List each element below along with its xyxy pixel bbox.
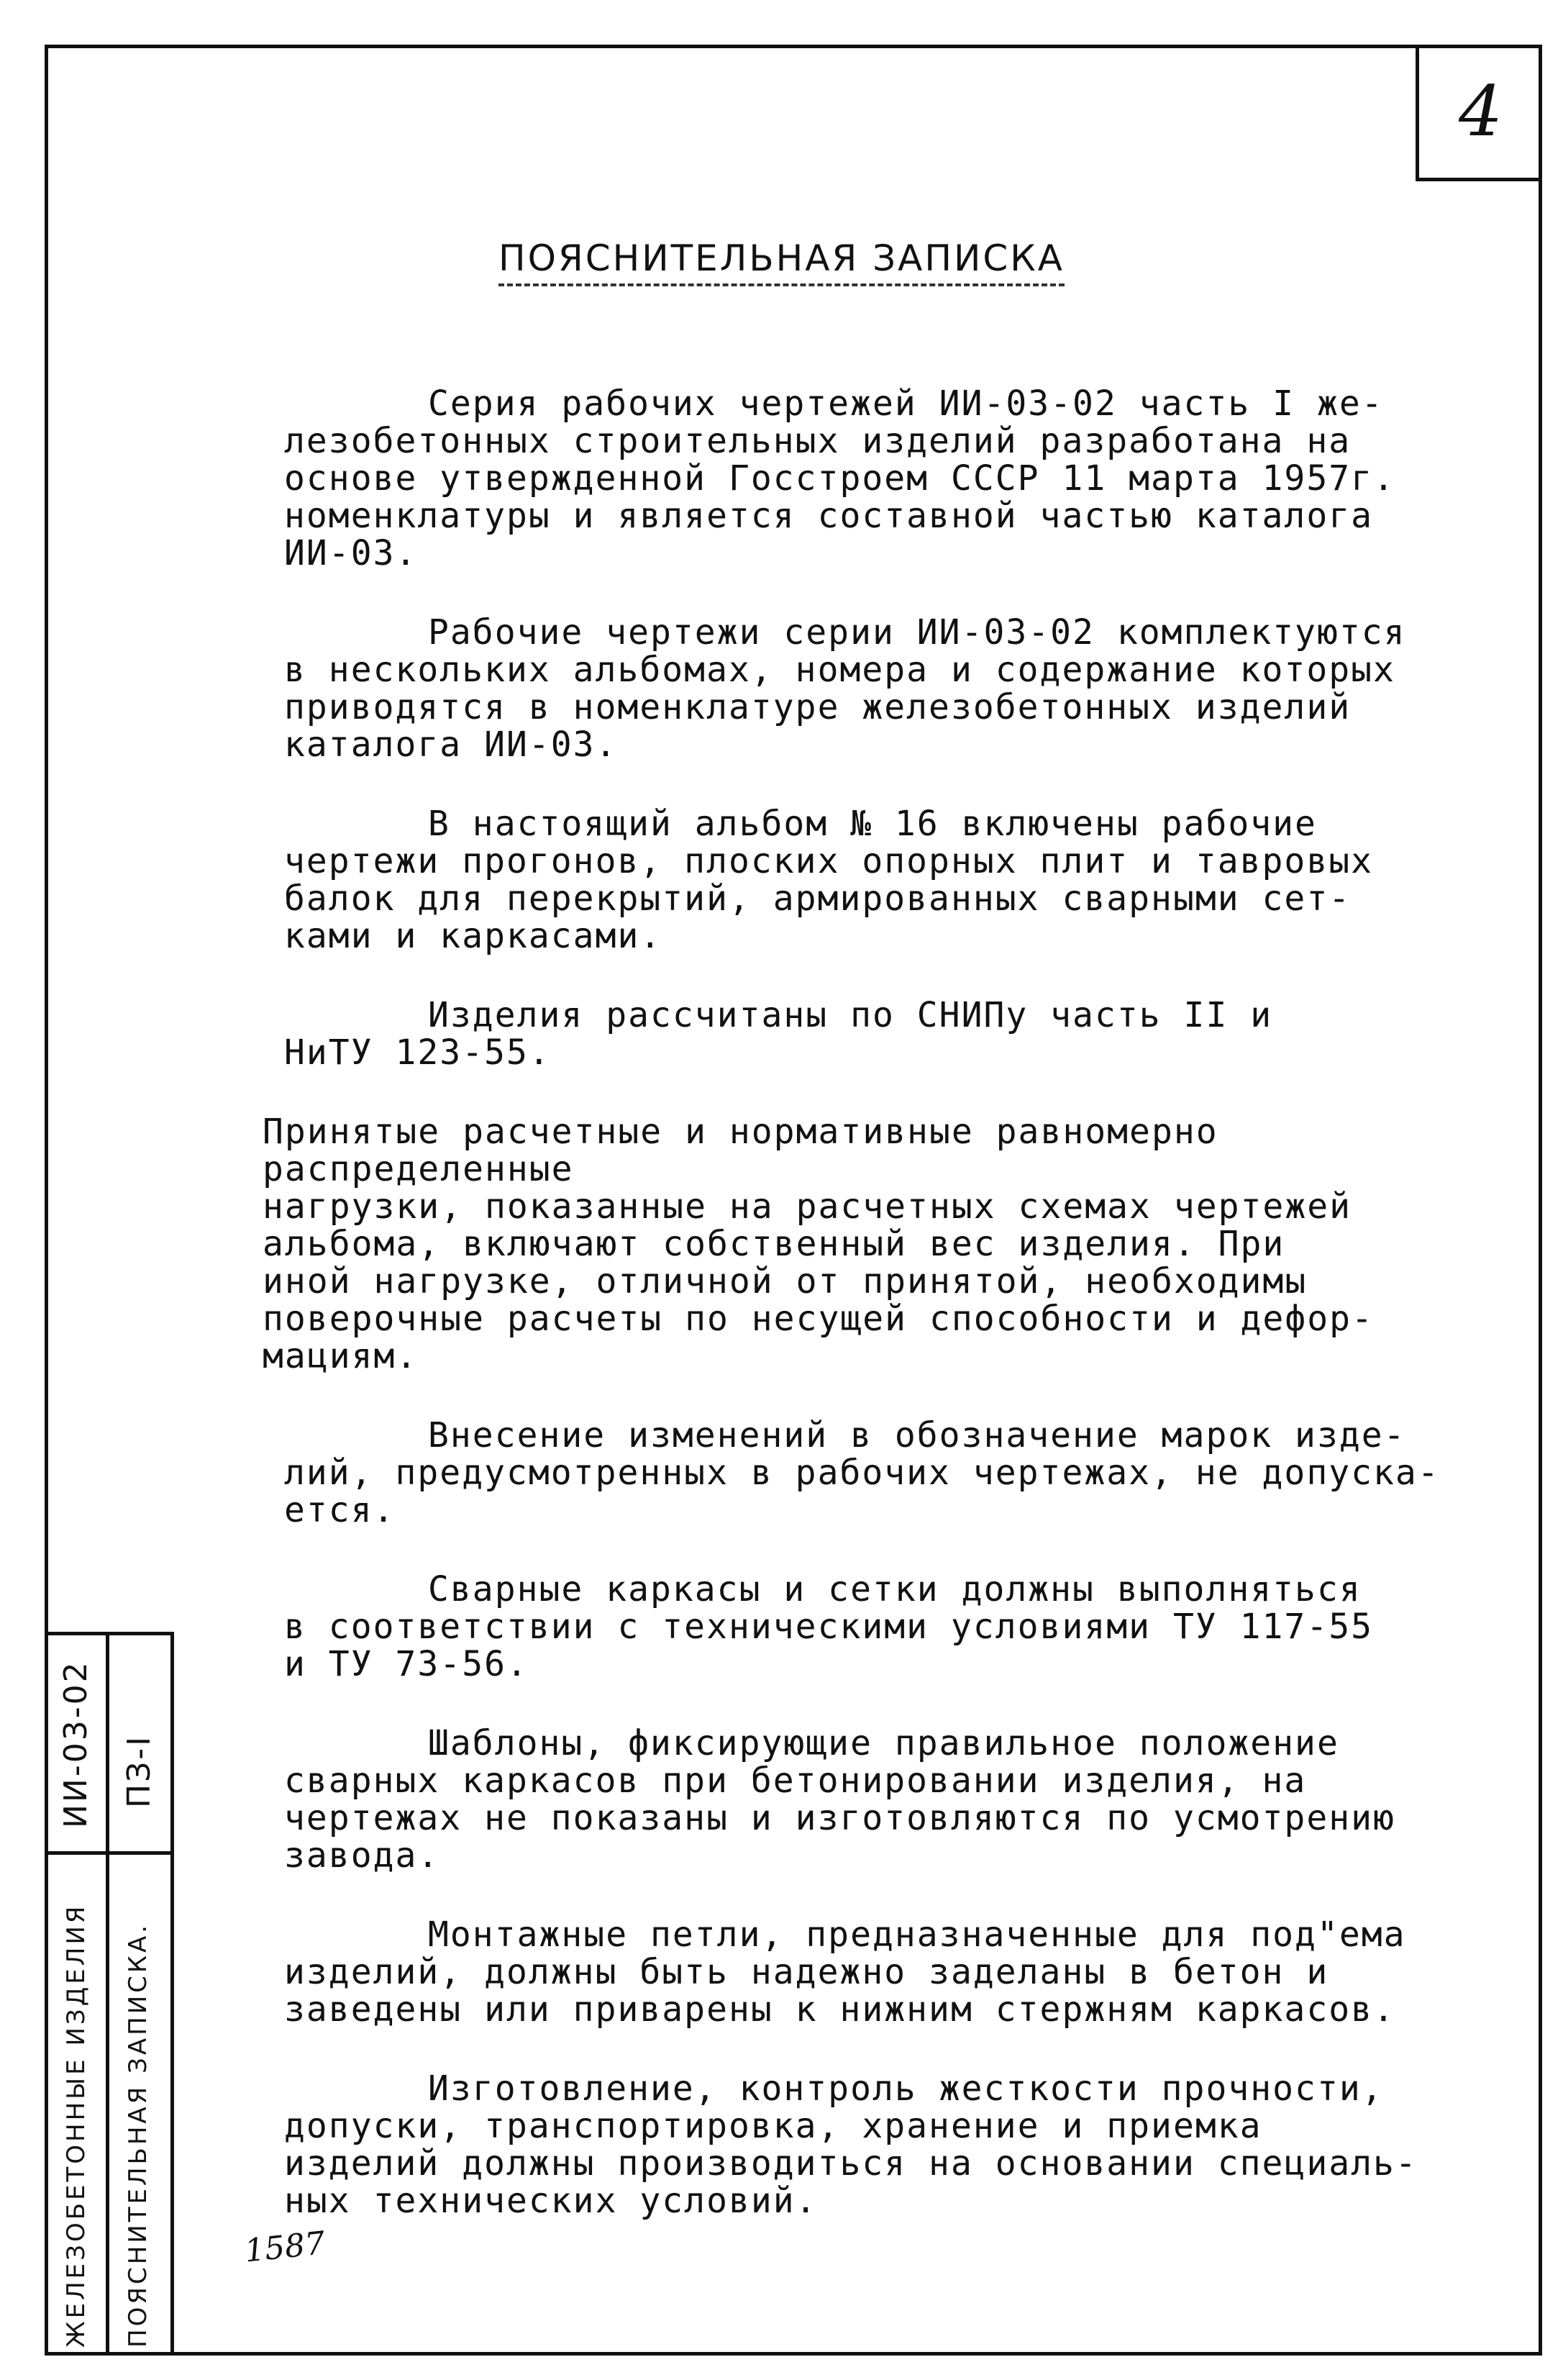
stamp-series-code: ИИ-03-02 <box>58 1660 94 1828</box>
paragraph-series: Серия рабочих чертежей ИИ-03-02 часть I же- лезобетонных строительных изделий разработана на основе утвержденной Госстроем СССР 11 марта 1957г. номенклатуры и является составной частью каталога ИИ-03. <box>284 383 1395 573</box>
page-number: 4 <box>1458 71 1503 152</box>
paragraph-loads: Принятые расчетные и нормативные равномерно распределенные нагрузки, показанные на расчетных схемах чертежей альбома, включают собственный вес изделия. При иной нагрузке, отличной от принятой, необходимы поверочные расчеты по несущей способности и дефор- мациям. <box>263 1112 1374 1376</box>
paragraph-welded-frames: Сварные каркасы и сетки должны выполняться в соответствии с техническими условиями ТУ 117-55 и ТУ 73-56. <box>284 1569 1374 1684</box>
paragraph-manufacturing: Изготовление, контроль жесткости прочности, допуски, транспортировка, хранение и приемка изделий должны производиться на основании специаль- ных технических условий. <box>284 2068 1418 2221</box>
paragraph-calculation: Изделия рассчитаны по СНИПу часть II и НиТУ 123-55. <box>284 995 1273 1073</box>
stamp-series-label: ЖЕЛЕЗОБЕТОННЫЕ ИЗДЕЛИЯ <box>62 1903 91 2348</box>
document-title: ПОЯСНИТЕЛЬНАЯ ЗАПИСКА <box>498 237 1065 286</box>
paragraph-changes: Внесение изменений в обозначение марок изде- лий, предусмотренных в рабочих чертежах, не допуска- ется. <box>284 1415 1440 1530</box>
paragraph-drawings: Рабочие чертежи серии ИИ-03-02 комплектуются в нескольких альбомах, номера и содержание которых приводятся в номенклатуре железобетонных изделий каталога ИИ-03. <box>284 612 1406 765</box>
paragraph-album: В настоящий альбом № 16 включены рабочие чертежи прогонов, плоских опорных плит и тавровых балок для перекрытий, армированных сварными сет- ками и каркасами. <box>284 804 1374 956</box>
handwritten-page-note: 1587 <box>242 2225 327 2270</box>
stamp-divider <box>45 1851 170 1855</box>
paragraph-lifting-loops: Монтажные петли, предназначенные для под"ема изделий, должны быть надежно заделаны в бетон и заведены или приварены к нижним стержням каркасов. <box>284 1915 1406 2030</box>
stamp-section-label: ПОЯСНИТЕЛЬНАЯ ЗАПИСКА. <box>124 1922 152 2348</box>
page-number-box <box>1416 45 1542 181</box>
document-title-wrapper <box>0 237 1563 279</box>
paragraph-templates: Шаблоны, фиксирующие правильное положение сварных каркасов при бетонировании изделия, на чертежах не показаны и изготовляются по усмотрению завода. <box>284 1723 1395 1876</box>
stamp-section-code: ПЗ-I <box>121 1734 158 1808</box>
title-stamp <box>45 1632 174 2356</box>
